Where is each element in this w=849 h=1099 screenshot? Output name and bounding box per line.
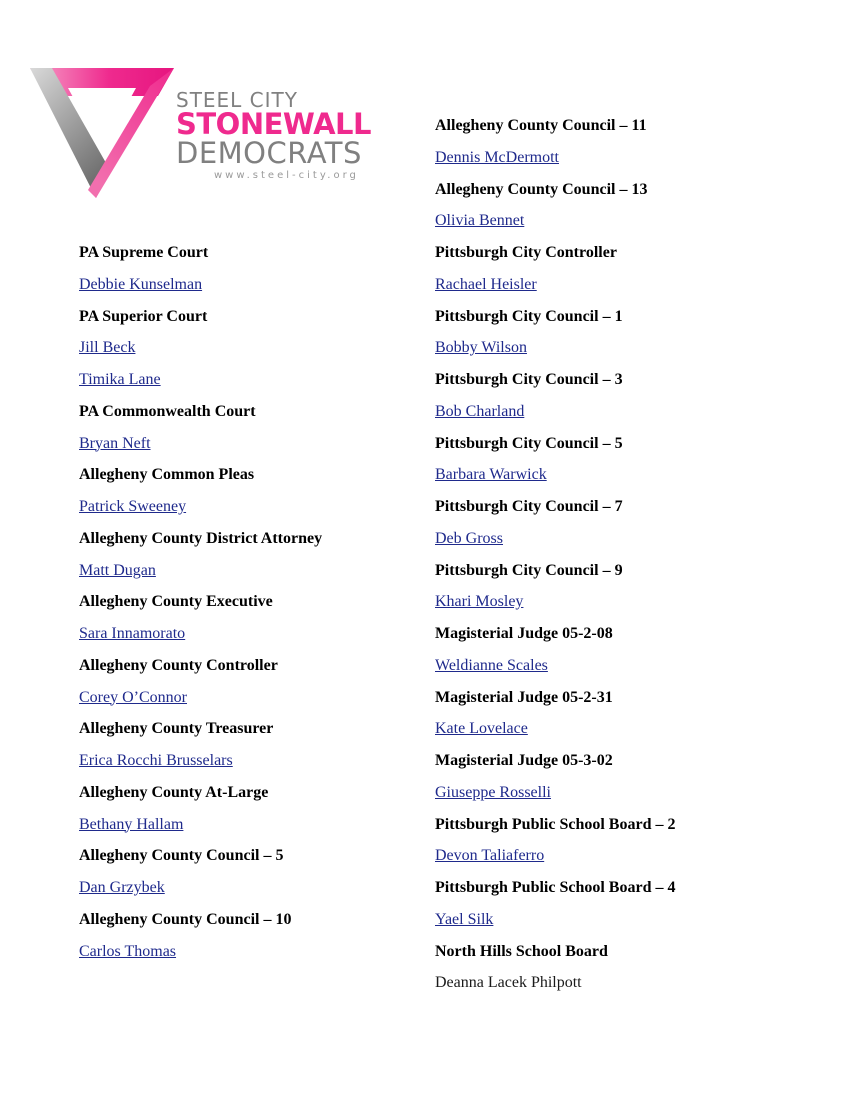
candidate-entry: [79, 815, 322, 847]
logo-line-stonewall: STONEWALL: [176, 107, 371, 141]
candidate-link[interactable]: Sara Innamorato: [79, 625, 186, 642]
endorsements-right-column: [435, 116, 675, 1005]
candidate-entry: [435, 529, 675, 561]
candidate-link[interactable]: Carlos Thomas: [79, 942, 177, 960]
candidate-link[interactable]: Jill Beck: [79, 339, 136, 357]
candidate-entry: [435, 211, 675, 243]
candidate-link[interactable]: Khari Mosley: [435, 593, 524, 611]
candidate-entry: [79, 942, 322, 974]
candidate-entry: [79, 751, 322, 783]
candidate-link[interactable]: Giuseppe Rosselli: [435, 783, 551, 801]
candidate-entry: [435, 846, 675, 878]
candidate-link[interactable]: Olivia Bennet: [435, 212, 525, 230]
candidate-entry: [435, 275, 675, 307]
race-heading: Allegheny County Executive: [79, 593, 273, 611]
race-heading: Allegheny County Controller: [79, 656, 278, 674]
endorsements-left-column: [79, 243, 322, 973]
race-heading: Pittsburgh Public School Board – 4: [435, 879, 676, 896]
race-heading: Magisterial Judge 05-2-31: [435, 688, 613, 706]
candidate-entry: [79, 497, 322, 529]
race-heading: Pittsburgh City Council – 5: [435, 434, 623, 452]
logo-line-steel-city: STEEL CITY: [176, 88, 298, 112]
candidate-entry: [435, 402, 675, 434]
race-heading: PA Supreme Court: [79, 244, 209, 261]
candidate-entry: [79, 338, 322, 370]
candidate-link[interactable]: Bethany Hallam: [79, 815, 184, 833]
candidate-link[interactable]: Erica Rocchi Brusselars: [79, 752, 233, 769]
candidate-link[interactable]: Barbara Warwick: [435, 466, 547, 484]
organization-logo: [24, 66, 404, 202]
candidate-link[interactable]: Devon Taliaferro: [435, 847, 545, 865]
candidate-link[interactable]: Debbie Kunselman: [79, 275, 203, 293]
candidate-entry: [435, 783, 675, 815]
candidate-entry: [79, 688, 322, 720]
race-heading: Allegheny County Council – 13: [435, 180, 648, 198]
logo-line-democrats: DEMOCRATS: [176, 136, 362, 170]
candidate-entry: [79, 434, 322, 466]
candidate-link[interactable]: Bob Charland: [435, 402, 525, 420]
race-heading: Magisterial Judge 05-2-08: [435, 625, 613, 642]
candidate-entry: Deanna Lacek Philpott: [435, 974, 582, 992]
candidate-link[interactable]: Bryan Neft: [79, 434, 151, 452]
candidate-link[interactable]: Kate Lovelace: [435, 720, 528, 738]
race-heading: Pittsburgh City Council – 3: [435, 371, 623, 388]
race-heading: Magisterial Judge 05-3-02: [435, 752, 613, 769]
race-heading: Allegheny County District Attorney: [79, 529, 323, 547]
candidate-entry: [435, 656, 675, 688]
logo-wordmark: [176, 90, 404, 181]
race-heading: Pittsburgh Public School Board – 2: [435, 815, 676, 833]
candidate-entry: [435, 148, 675, 180]
race-heading: PA Superior Court: [79, 307, 208, 325]
candidate-entry: [435, 338, 675, 370]
candidate-link[interactable]: Yael Silk: [435, 910, 494, 928]
race-heading: Pittsburgh City Council – 7: [435, 498, 623, 515]
candidate-entry: [79, 624, 322, 656]
race-heading: North Hills School Board: [435, 942, 608, 960]
race-heading: Allegheny County At-Large: [79, 783, 269, 801]
candidate-link[interactable]: Patrick Sweeney: [79, 498, 187, 515]
candidate-entry: [435, 592, 675, 624]
candidate-link[interactable]: Weldianne Scales: [435, 656, 548, 674]
candidate-entry: [79, 561, 322, 593]
race-heading: Pittsburgh City Council – 9: [435, 561, 623, 579]
candidate-link[interactable]: Dennis McDermott: [435, 148, 559, 166]
race-heading: Allegheny Common Pleas: [79, 466, 255, 484]
race-heading: Allegheny County Council – 11: [435, 117, 647, 134]
candidate-entry: [79, 275, 322, 307]
candidate-link[interactable]: Matt Dugan: [79, 561, 156, 579]
candidate-link[interactable]: Timika Lane: [79, 371, 161, 388]
candidate-link[interactable]: Bobby Wilson: [435, 339, 527, 357]
race-heading: Pittsburgh City Council – 1: [435, 307, 623, 325]
candidate-entry: [435, 719, 675, 751]
candidate-link[interactable]: Rachael Heisler: [435, 275, 537, 293]
candidate-entry: [79, 878, 322, 910]
candidate-entry: [435, 910, 675, 942]
candidate-entry: [435, 465, 675, 497]
triangle-logo-icon: [24, 66, 176, 202]
race-heading: PA Commonwealth Court: [79, 402, 256, 420]
race-heading: Allegheny County Council – 5: [79, 847, 284, 865]
candidate-link[interactable]: Corey O’Connor: [79, 688, 187, 706]
candidate-link[interactable]: Deb Gross: [435, 529, 503, 547]
race-heading: Allegheny County Council – 10: [79, 910, 292, 928]
race-heading: Allegheny County Treasurer: [79, 720, 274, 738]
candidate-entry: [79, 370, 322, 402]
race-heading: Pittsburgh City Controller: [435, 244, 617, 261]
candidate-link[interactable]: Dan Grzybek: [79, 879, 165, 896]
logo-url: www.steel-city.org: [214, 170, 359, 181]
